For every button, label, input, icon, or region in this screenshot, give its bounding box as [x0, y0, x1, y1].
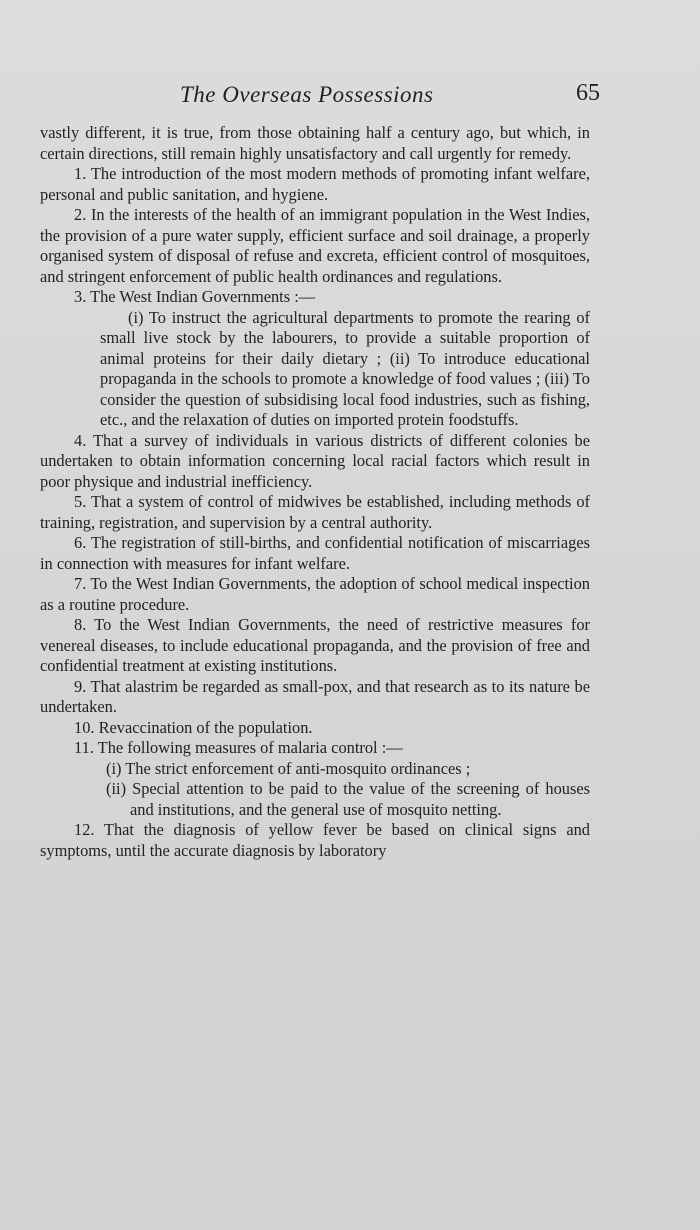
- item-7: 7. To the West Indian Governments, the adoption of school medical inspection as a routine procedure.: [40, 574, 590, 614]
- page-header: [40, 82, 600, 116]
- item-11: 11. The following measures of malaria control :—: [74, 738, 403, 757]
- item-5: 5. That a system of control of midwives be established, including methods of training, registration, and supervision by a central authority.: [40, 492, 590, 532]
- item-3: 3. The West Indian Governments :—: [74, 287, 316, 306]
- item-12: 12. That the diagnosis of yellow fever be based on clinical signs and symptoms, until the accurate diagnosis by laboratory: [40, 820, 590, 860]
- item-9: 9. That alastrim be regarded as small-pox, and that research as to its nature be undertaken.: [40, 676, 590, 716]
- page-number: 65: [576, 80, 600, 106]
- item-1: 1. The introduction of the most modern methods of promoting infant welfare, personal and public sanitation, and hygiene.: [40, 164, 590, 204]
- item-4: 4. That a survey of individuals in various districts of different colonies be undertaken to obtain information concerning local racial factors which result in poor physique and industrial inefficiency.: [40, 430, 590, 491]
- body-text: [40, 123, 590, 861]
- item-11-subitem-ii: (ii) Special attention to be paid to the value of the screening of houses and institutions, and the general use of mosquito netting.: [106, 779, 590, 819]
- running-title: The Overseas Possessions: [180, 82, 434, 107]
- item-3-subitems: (i) To instruct the agricultural departments to promote the rearing of small live stock by the labourers, to provide a suitable proportion of animal proteins for their daily dietary ; (ii) To introduce educational propaganda in the schools to promote a knowledge of food values ; (iii) To consider the question of subsidising local food industries, such as fishing, etc., and the relaxation of duties on imported protein foodstuffs.: [100, 307, 590, 429]
- item-2: 2. In the interests of the health of an immigrant population in the West Indies, the provision of a pure water supply, efficient surface and soil drainage, a properly organised system of disposal of refuse and excreta, efficient control of mosquitoes, and stringent enforcement of public health ordinances and regulations.: [40, 205, 590, 286]
- intro-paragraph: vastly different, it is true, from those obtaining half a century ago, but which, in certain directions, still remain highly unsatisfactory and call urgently for remedy.: [40, 123, 590, 163]
- item-11-subitem-i: (i) The strict enforcement of anti-mosquito ordinances ;: [106, 758, 471, 778]
- item-10: 10. Revaccination of the population.: [74, 717, 313, 737]
- item-8: 8. To the West Indian Governments, the need of restrictive measures for venereal diseases, to include educational propaganda, and the provision of free and confidential treatment at existing institutions.: [40, 615, 590, 675]
- item-6: 6. The registration of still-births, and confidential notification of miscarriages in connection with measures for infant welfare.: [40, 533, 590, 573]
